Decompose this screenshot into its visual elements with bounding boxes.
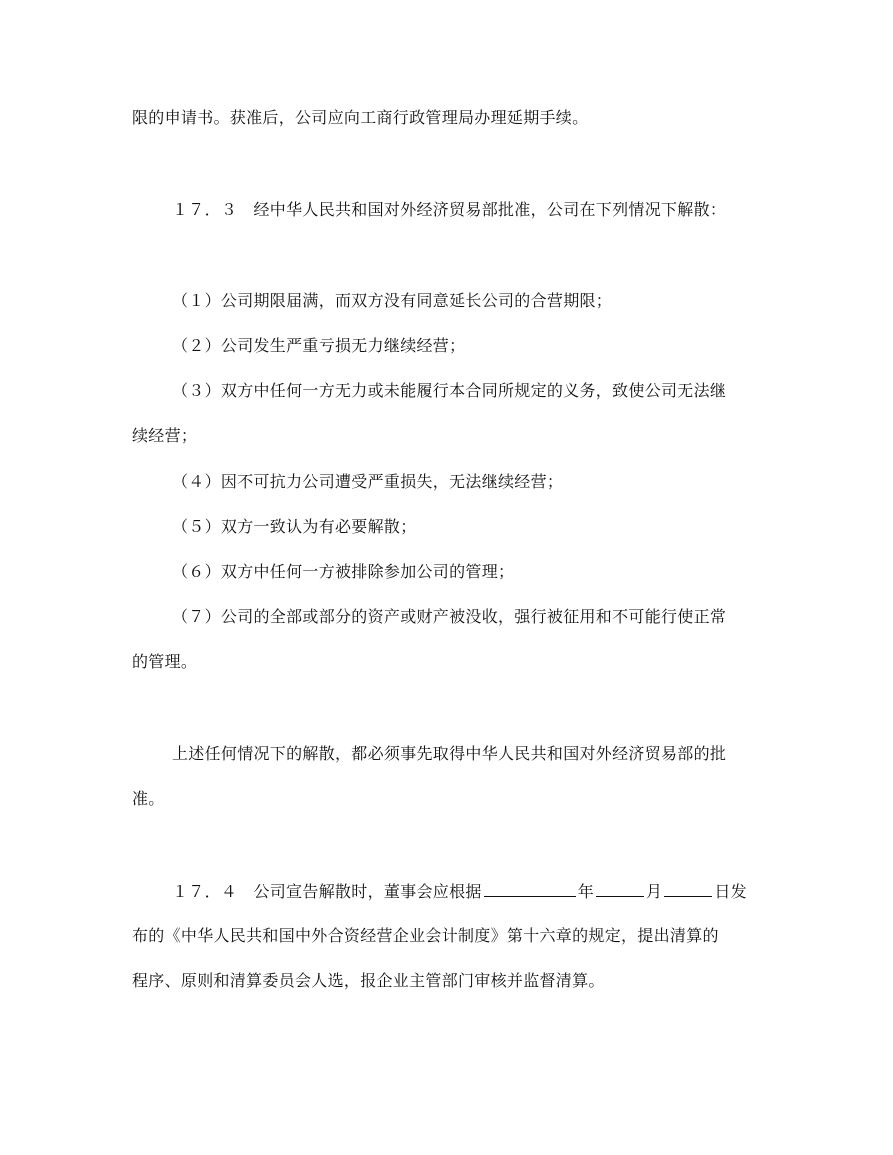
clause-17-4-line2: 布的《中华人民共和国中外合资经营企业会计制度》第十六章的规定，提出清算的 xyxy=(132,926,719,945)
year-blank xyxy=(484,880,576,897)
month-blank xyxy=(596,880,644,897)
list-item-continuation: 续经营； xyxy=(132,426,198,445)
list-item: （２）公司发生严重亏损无力继续经营； xyxy=(172,336,466,355)
list-item: （７）公司的全部或部分的资产或财产被没收，强行被征用和不可能行使正常 xyxy=(172,607,727,626)
approval-paragraph: 上述任何情况下的解散，都必须事先取得中华人民共和国对外经济贸易部的批 xyxy=(172,744,727,763)
clause-17-4-line1 xyxy=(172,880,747,902)
continuation-text: 限的申请书。获准后，公司应向工商行政管理局办理延期手续。 xyxy=(132,108,589,127)
year-label: 年 xyxy=(577,882,595,901)
day-blank xyxy=(664,880,712,897)
clause-17-3-heading: １７．３ 经中华人民共和国对外经济贸易部批准，公司在下列情况下解散： xyxy=(172,200,727,219)
month-label: 月 xyxy=(646,882,663,901)
list-item: （１）公司期限届满，而双方没有同意延长公司的合营期限； xyxy=(172,291,613,310)
list-item: （５）双方一致认为有必要解散； xyxy=(172,517,417,536)
list-item: （４）因不可抗力公司遭受严重损失，无法继续经营； xyxy=(172,472,564,491)
approval-paragraph-continuation: 准。 xyxy=(132,789,165,808)
list-item: （６）双方中任何一方被排除参加公司的管理； xyxy=(172,562,515,581)
day-label: 日发 xyxy=(714,882,747,901)
list-item-continuation: 的管理。 xyxy=(132,652,198,671)
clause-17-4-line3: 程序、原则和清算委员会人选，报企业主管部门审核并监督清算。 xyxy=(132,971,605,990)
list-item: （３）双方中任何一方无力或未能履行本合同所规定的义务，致使公司无法继 xyxy=(172,381,727,400)
clause-17-4-text: １７．４ 公司宣告解散时，董事会应根据 xyxy=(172,882,482,901)
